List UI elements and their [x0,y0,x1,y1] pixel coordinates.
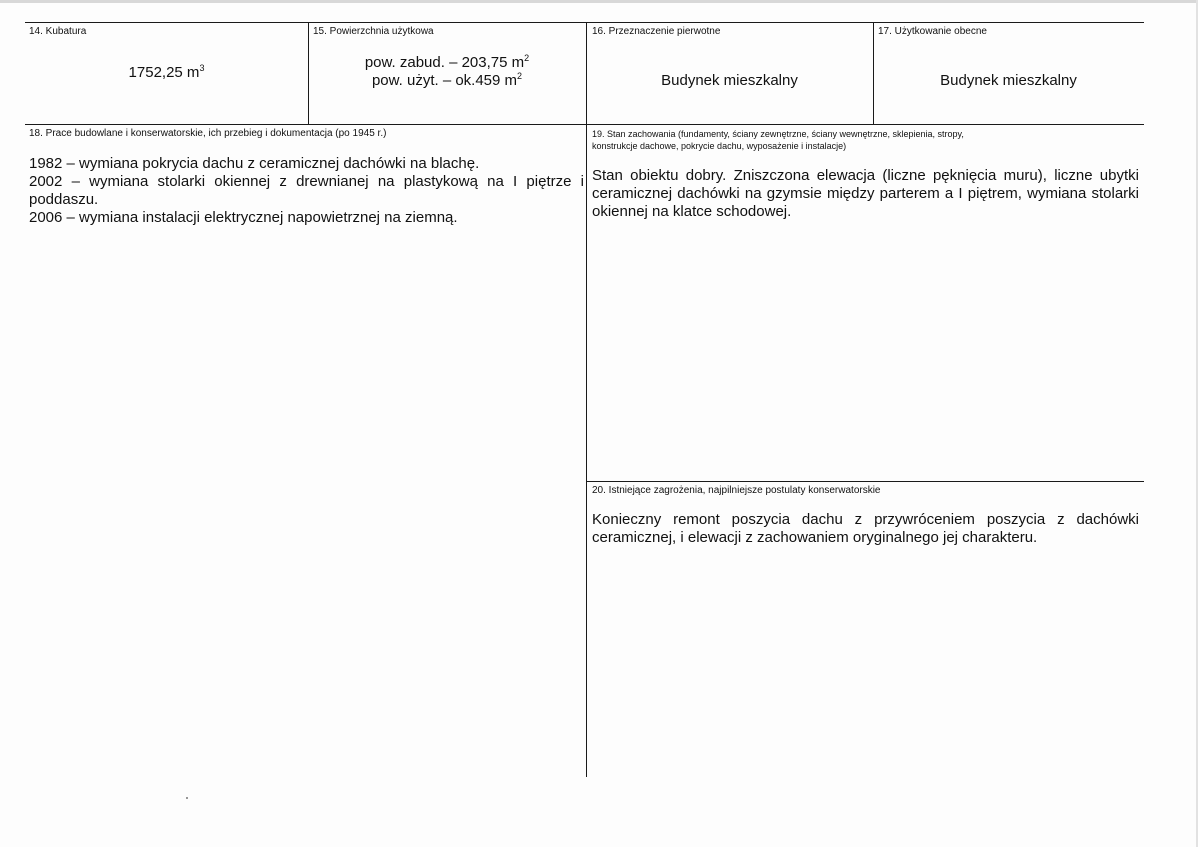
grid-line-f20-top [586,481,1144,482]
field-14-value [25,64,308,82]
grid-line-row1-bottom [25,124,1144,125]
scan-speck [186,797,188,799]
field-16-label: 16. Przeznaczenie pierwotne [592,26,721,37]
field-15-line-uzyt-exponent: 2 [517,71,523,81]
field-19-label-line1: 19. Stan zachowania (fundamenty, ściany zewnętrzne, ściany wewnętrzne, sklepienia, stropy, [592,129,964,139]
field-19-text: Stan obiektu dobry. Zniszczona elewacja (liczne pęknięcia muru), liczne ubytki ceramicznej dachówki na gzymsie między parterem a I piętrem, wymiana stolarki okiennej na klatce schodowej. [592,167,1139,220]
field-20-label: 20. Istniejące zagrożenia, najpilniejsze postulaty konserwatorskie [592,485,881,496]
field-20-text: Konieczny remont poszycia dachu z przywróceniem poszycia z dachówki ceramicznej, i elewacji z zachowaniem oryginalnego jej charakteru. [592,511,1139,546]
field-18-entry: 2002 – wymiana stolarki okiennej z drewnianej na plastykową na I piętrze i poddaszu. [29,173,584,208]
field-18-entry: 2006 – wymiana instalacji elektrycznej napowietrznej na ziemną. [29,209,458,226]
field-17-value: Budynek mieszkalny [940,72,1077,89]
field-15-line-zabud-text: pow. zabud. – 203,75 m [364,54,525,71]
field-18-entry: 1982 – wymiana pokrycia dachu z ceramicznej dachówki na blachę. [29,155,480,172]
field-16-value: Budynek mieszkalny [661,72,798,89]
field-14-value-number: 1752,25 m [128,64,200,81]
field-19-label-line2: konstrukcje dachowe, pokrycie dachu, wyposażenie i instalacje) [592,141,847,151]
field-15-line-uzyt [308,72,586,90]
field-14-label: 14. Kubatura [29,26,87,37]
field-18-label: 18. Prace budowlane i konserwatorskie, ich przebieg i dokumentacja (po 1945 r.) [29,128,387,139]
field-15-label: 15. Powierzchnia użytkowa [313,26,434,37]
field-15-line-zabud-exponent: 2 [524,53,530,63]
field-15-line-uzyt-text: pow. użyt. – ok.459 m [371,72,518,89]
field-14-value-exponent: 3 [199,63,205,73]
scan-edge [0,0,1198,3]
field-15-line-zabud [308,54,586,72]
grid-line-v2 [586,22,587,777]
field-17-label: 17. Użytkowanie obecne [878,26,987,37]
grid-line-top [25,22,1144,23]
